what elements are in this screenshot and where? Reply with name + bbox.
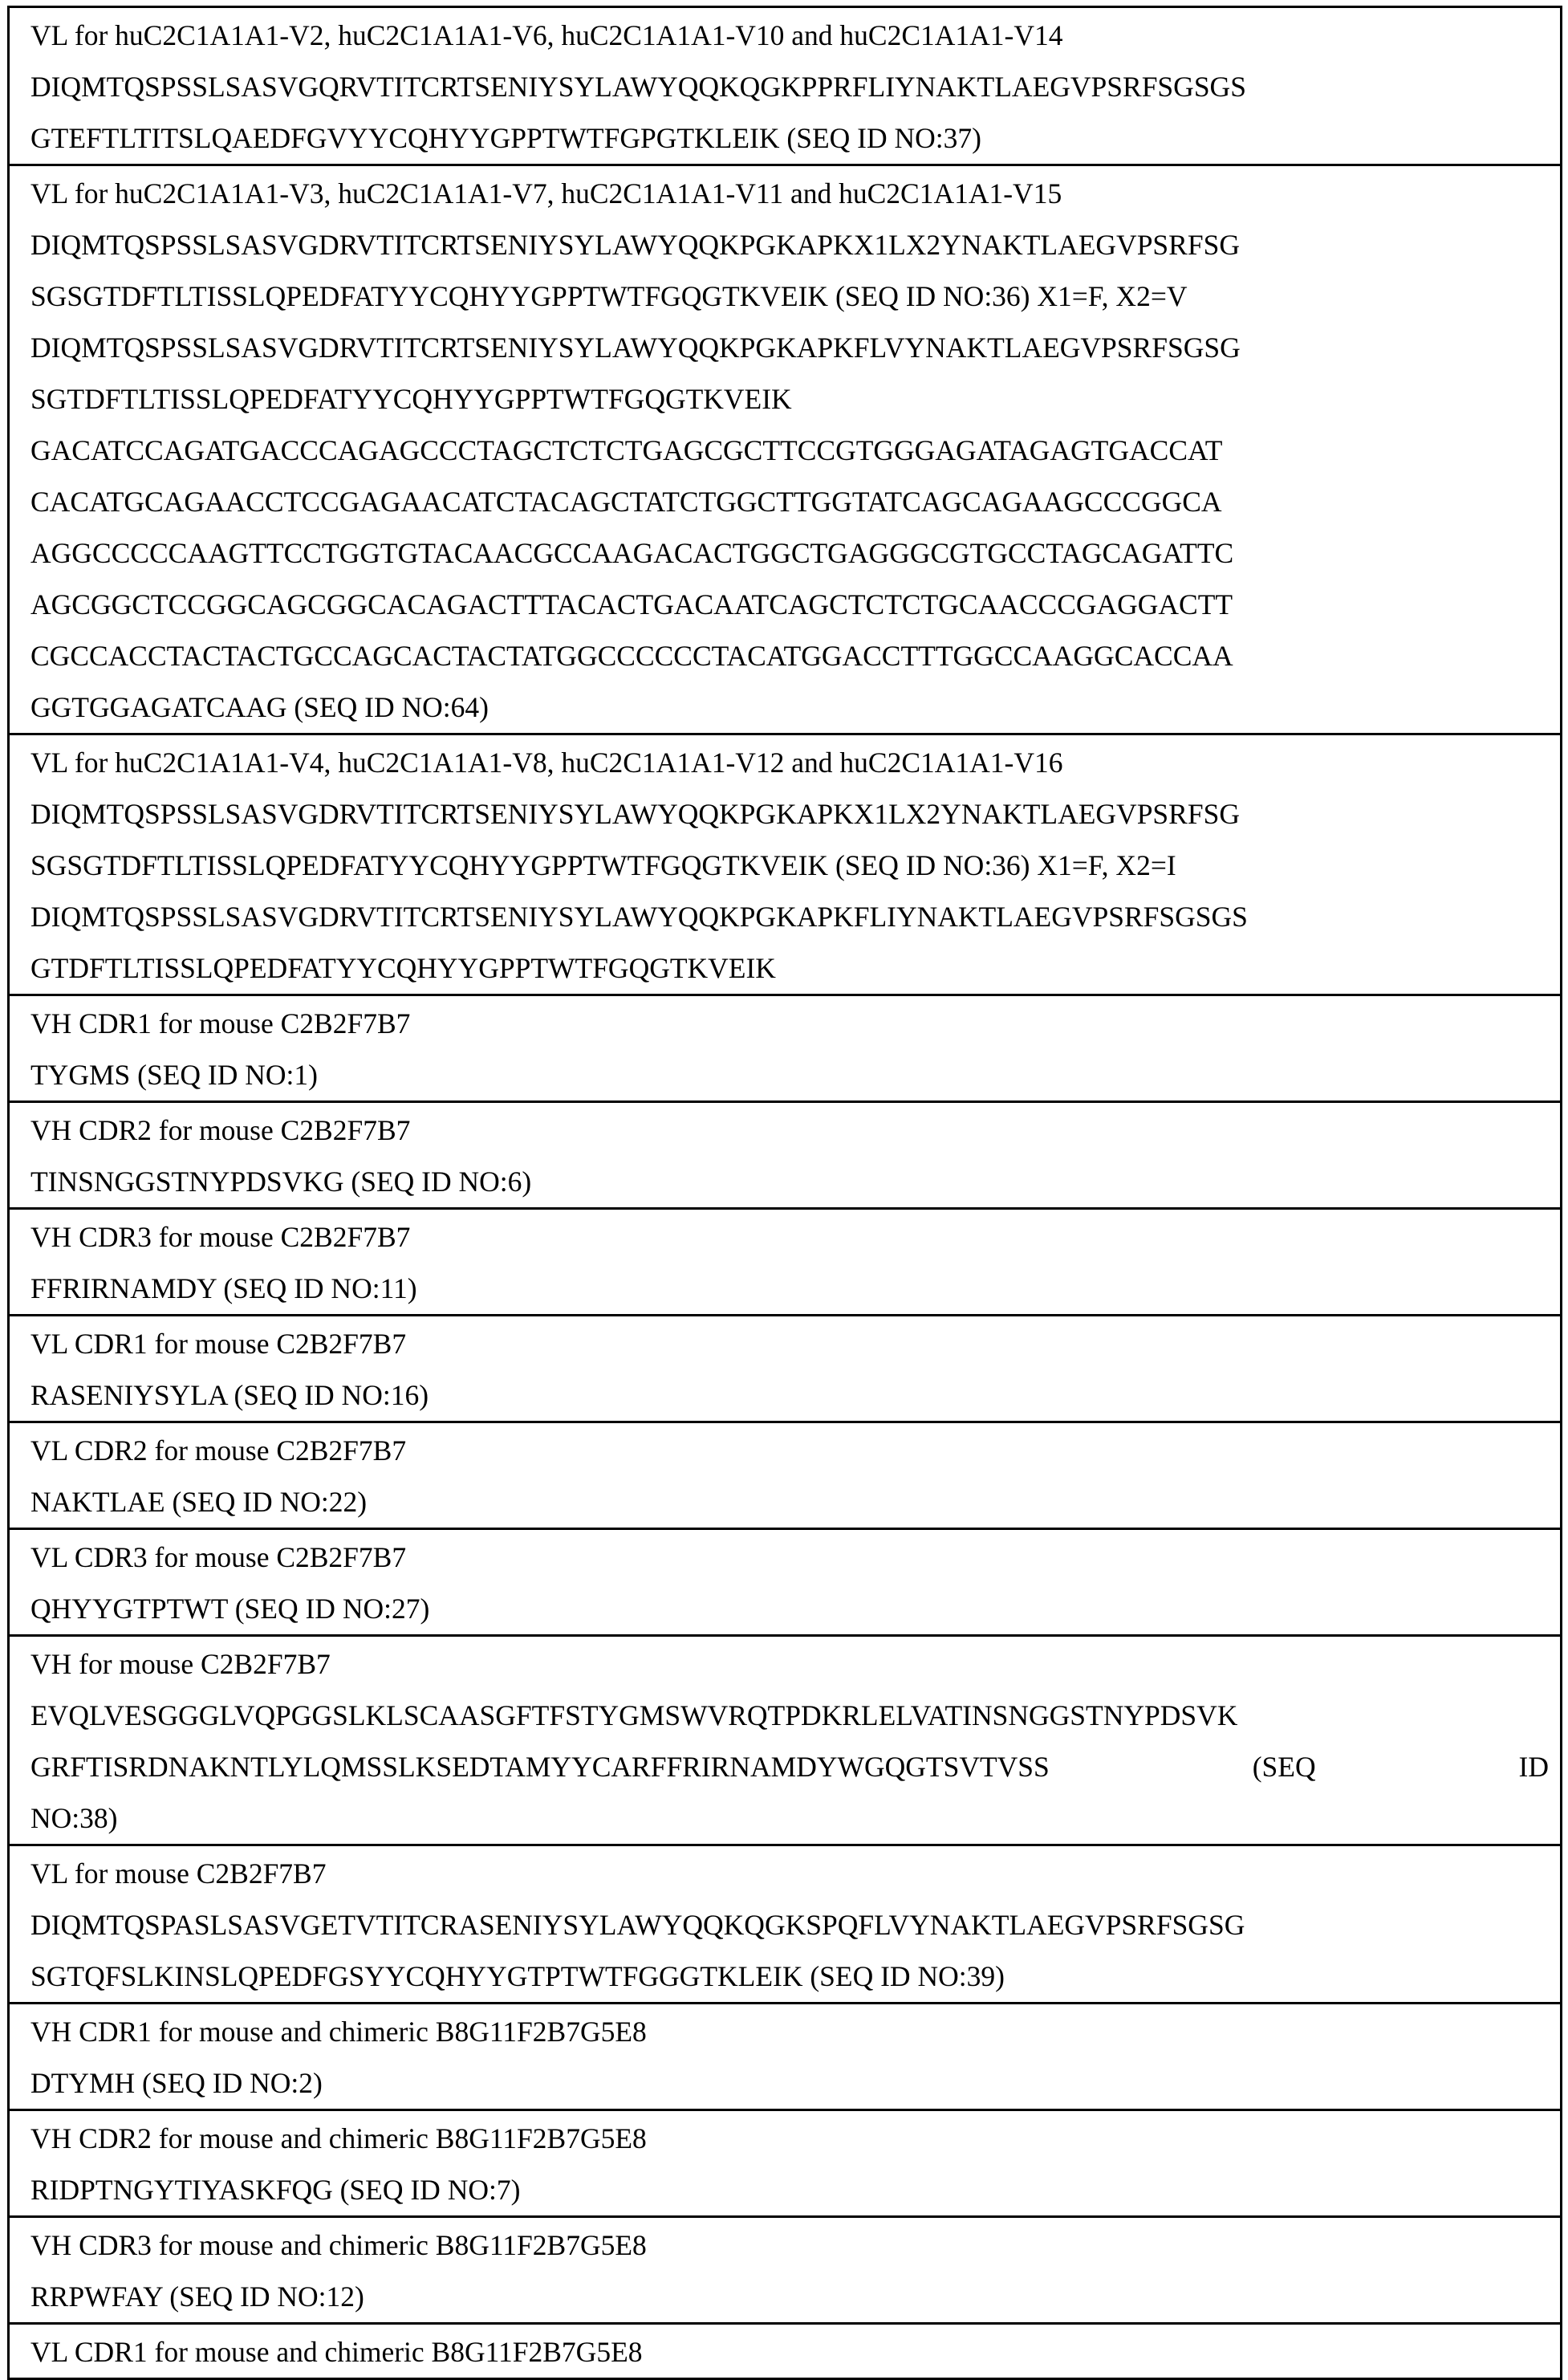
sequence-line: SGTDFTLTISSLQPEDFATYYCQHYYGPPTWTFGQGTKVEIK [30, 383, 792, 415]
sequence-line: GTEFTLTITSLQAEDFGVYYCQHYYGPPTWTFGPGTKLEIK (SEQ ID NO:37) [30, 122, 981, 154]
sequence-line: DIQMTQSPSSLSASVGDRVTITCRTSENIYSYLAWYQQKPGKAPKX1LX2YNAKTLAEGVPSRFSG [30, 798, 1240, 830]
sequence-line: DIQMTQSPASLSASVGETVTITCRASENIYSYLAWYQQKQGKSPQFLVYNAKTLAEGVPSRFSGSG [30, 1909, 1245, 1941]
table-row [9, 1209, 1562, 1316]
sequence-line: RASENIYSYLA (SEQ ID NO:16) [30, 1379, 429, 1411]
table-cell [9, 2324, 1562, 2379]
row-title: VH CDR3 for mouse and chimeric B8G11F2B7G5E8 [30, 2229, 647, 2261]
sequence-line: QHYYGTPTWT (SEQ ID NO:27) [30, 1593, 430, 1625]
row-title: VL CDR2 for mouse C2B2F7B7 [30, 1434, 407, 1467]
table-row [9, 1529, 1562, 1636]
sequence-line: SGSGTDFTLTISSLQPEDFATYYCQHYYGPPTWTFGQGTKVEIK (SEQ ID NO:36) X1=F, X2=V [30, 280, 1188, 312]
table-cell [9, 1422, 1562, 1529]
table-row [9, 165, 1562, 734]
table-row [9, 1102, 1562, 1209]
table-row [9, 1316, 1562, 1422]
dna-line: CACATGCAGAACCTCCGAGAACATCTACAGCTATCTGGCTTGGTATCAGCAGAAGCCCGGCA [30, 486, 1222, 518]
table-cell [9, 2217, 1562, 2324]
row-title: VH CDR1 for mouse and chimeric B8G11F2B7G5E8 [30, 2016, 647, 2048]
dna-line: AGGCCCCCAAGTTCCTGGTGTACAACGCCAAGACACTGGCTGAGGGCGTGCCTAGCAGATTC [30, 537, 1234, 569]
table-cell [9, 2004, 1562, 2110]
row-title: VH for mouse C2B2F7B7 [30, 1648, 331, 1680]
table-row [9, 2324, 1562, 2379]
sequence-line: TINSNGGSTNYPDSVKG (SEQ ID NO:6) [30, 1166, 532, 1198]
row-title: VL CDR1 for mouse C2B2F7B7 [30, 1328, 407, 1360]
row-title: VH CDR2 for mouse and chimeric B8G11F2B7G5E8 [30, 2122, 647, 2154]
sequence-line: SGTQFSLKINSLQPEDFGSYYCQHYYGTPTWTFGGGTKLEIK (SEQ ID NO:39) [30, 1960, 1005, 1992]
table-row [9, 2004, 1562, 2110]
table-cell [9, 1845, 1562, 2004]
sequence-line: RRPWFAY (SEQ ID NO:12) [30, 2280, 364, 2313]
sequence-line: NO:38) [30, 1802, 118, 1834]
dna-line: CGCCACCTACTACTGCCAGCACTACTATGGCCCCCCTACATGGACCTTTGGCCAAGGCACCAA [30, 640, 1233, 672]
sequence-line: DTYMH (SEQ ID NO:2) [30, 2067, 323, 2099]
table-row [9, 2110, 1562, 2217]
table-cell [9, 7, 1562, 165]
row-title: VL for mouse C2B2F7B7 [30, 1857, 327, 1890]
row-title: VL for huC2C1A1A1-V2, huC2C1A1A1-V6, huC2C1A1A1-V10 and huC2C1A1A1-V14 [30, 19, 1063, 51]
sequence-line: GRFTISRDNAKNTLYLQMSSLKSEDTAMYYCARFFRIRNAMDYWGQGTSVTVSS (SEQ ID [30, 1751, 1549, 1783]
sequence-line: DIQMTQSPSSLSASVGDRVTITCRTSENIYSYLAWYQQKPGKAPKX1LX2YNAKTLAEGVPSRFSG [30, 229, 1240, 261]
row-title: VH CDR3 for mouse C2B2F7B7 [30, 1221, 411, 1253]
table-row [9, 2217, 1562, 2324]
row-title: VH CDR1 for mouse C2B2F7B7 [30, 1007, 411, 1039]
sequence-line: DIQMTQSPSSLSASVGDRVTITCRTSENIYSYLAWYQQKPGKAPKFLVYNAKTLAEGVPSRFSGSG [30, 332, 1241, 364]
row-title: VL for huC2C1A1A1-V3, huC2C1A1A1-V7, huC2C1A1A1-V11 and huC2C1A1A1-V15 [30, 177, 1062, 210]
table-cell [9, 1102, 1562, 1209]
table-cell [9, 1529, 1562, 1636]
sequence-line: SGSGTDFTLTISSLQPEDFATYYCQHYYGPPTWTFGQGTKVEIK (SEQ ID NO:36) X1=F, X2=I [30, 849, 1176, 881]
table-row [9, 734, 1562, 995]
table-cell [9, 2110, 1562, 2217]
table-row [9, 1422, 1562, 1529]
table-row [9, 1845, 1562, 2004]
dna-line: AGCGGCTCCGGCAGCGGCACAGACTTTACACTGACAATCAGCTCTCTGCAACCCGAGGACTT [30, 588, 1233, 620]
table-cell [9, 995, 1562, 1102]
sequence-line: FFRIRNAMDY (SEQ ID NO:11) [30, 1272, 417, 1304]
table-row [9, 7, 1562, 165]
table-cell [9, 165, 1562, 734]
row-title: VL for huC2C1A1A1-V4, huC2C1A1A1-V8, huC2C1A1A1-V12 and huC2C1A1A1-V16 [30, 747, 1063, 779]
sequence-table [7, 6, 1562, 2380]
table-cell [9, 734, 1562, 995]
sequence-line: DIQMTQSPSSLSASVGDRVTITCRTSENIYSYLAWYQQKPGKAPKFLIYNAKTLAEGVPSRFSGSGS [30, 901, 1248, 933]
row-title: VL CDR1 for mouse and chimeric B8G11F2B7G5E8 [30, 2336, 643, 2368]
table-row [9, 1636, 1562, 1845]
sequence-line: TYGMS (SEQ ID NO:1) [30, 1059, 318, 1091]
table-cell [9, 1209, 1562, 1316]
dna-line: GGTGGAGATCAAG (SEQ ID NO:64) [30, 691, 489, 723]
row-title: VL CDR3 for mouse C2B2F7B7 [30, 1541, 407, 1573]
row-title: VH CDR2 for mouse C2B2F7B7 [30, 1114, 411, 1146]
sequence-line: EVQLVESGGGLVQPGGSLKLSCAASGFTFSTYGMSWVRQTPDKRLELVATINSNGGSTNYPDSVK [30, 1699, 1238, 1731]
table-row [9, 995, 1562, 1102]
sequence-line: DIQMTQSPSSLSASVGQRVTITCRTSENIYSYLAWYQQKQGKPPRFLIYNAKTLAEGVPSRFSGSGS [30, 71, 1246, 103]
dna-line: GACATCCAGATGACCCAGAGCCCTAGCTCTCTGAGCGCTTCCGTGGGAGATAGAGTGACCAT [30, 434, 1223, 466]
sequence-line: NAKTLAE (SEQ ID NO:22) [30, 1486, 368, 1518]
sequence-line: RIDPTNGYTIYASKFQG (SEQ ID NO:7) [30, 2174, 521, 2206]
table-cell [9, 1636, 1562, 1845]
sequence-line: GTDFTLTISSLQPEDFATYYCQHYYGPPTWTFGQGTKVEIK [30, 952, 776, 984]
table-cell [9, 1316, 1562, 1422]
